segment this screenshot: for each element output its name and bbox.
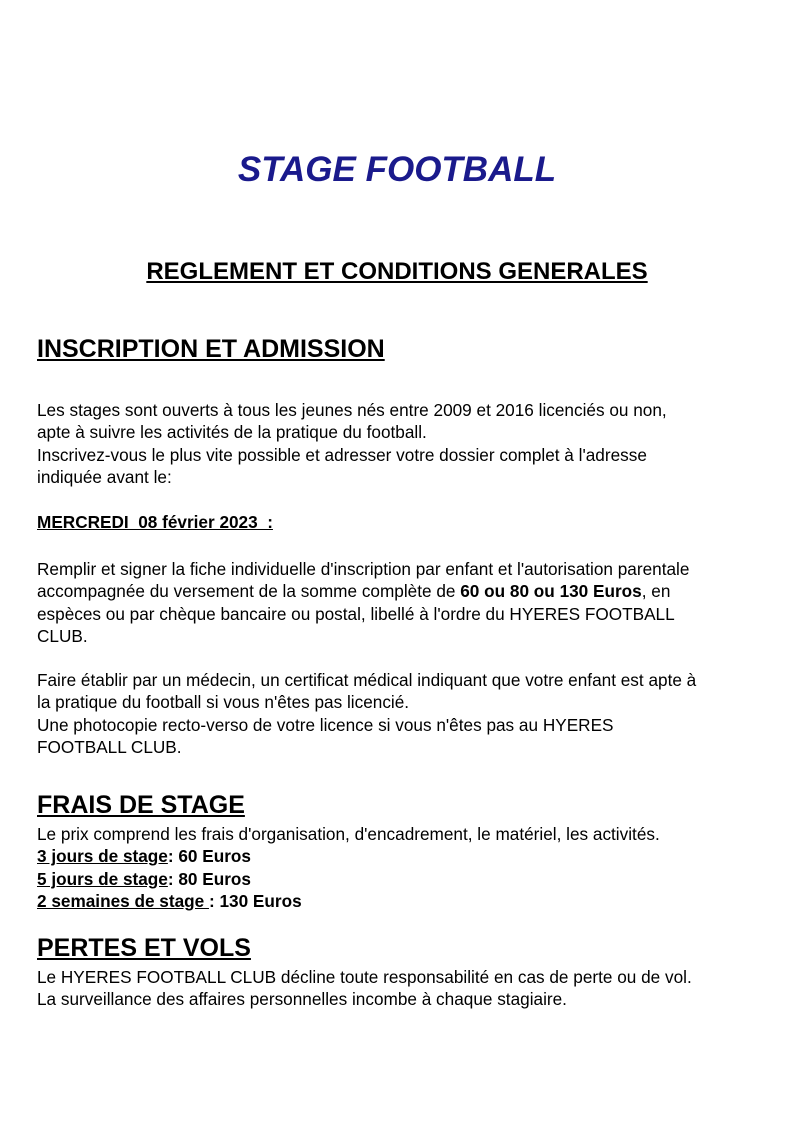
price-row xyxy=(37,890,762,912)
inscription-paragraph-2 xyxy=(37,558,762,647)
price-value: 130 Euros xyxy=(219,890,302,911)
text-line: FOOTBALL CLUB. xyxy=(37,736,182,757)
text-line: Une photocopie recto-verso de votre licence si vous n'êtes pas au HYERES xyxy=(37,714,614,735)
text-line: espèces ou par chèque bancaire ou postal, libellé à l'ordre du HYERES FOOTBALL xyxy=(37,603,675,624)
price-separator: : xyxy=(167,868,179,889)
text-segment: , en xyxy=(641,581,671,602)
price-separator: : xyxy=(208,890,220,911)
text-line: la pratique du football si vous n'êtes pas licencié. xyxy=(37,692,410,713)
section-heading-inscription: INSCRIPTION ET ADMISSION xyxy=(37,335,385,363)
price-value: 80 Euros xyxy=(178,868,251,889)
inscription-paragraph-1 xyxy=(37,399,762,488)
text-line: La surveillance des affaires personnelles incombe à chaque stagiaire. xyxy=(37,989,567,1010)
price-row xyxy=(37,845,762,867)
text-line: Inscrivez-vous le plus vite possible et adresser votre dossier complet à l'adresse xyxy=(37,444,647,465)
text-line: CLUB. xyxy=(37,625,88,646)
text-line: indiquée avant le: xyxy=(37,466,172,487)
pertes-section xyxy=(37,966,762,1011)
section-heading-pertes: PERTES ET VOLS xyxy=(37,934,251,962)
text-line xyxy=(37,580,762,602)
price-row xyxy=(37,868,762,890)
page-subtitle: REGLEMENT ET CONDITIONS GENERALES xyxy=(146,258,648,285)
text-line: Faire établir par un médecin, un certificat médical indiquant que votre enfant est apte à xyxy=(37,670,697,690)
price-value: 60 Euros xyxy=(178,846,251,867)
page-title: STAGE FOOTBALL xyxy=(237,150,557,189)
registration-deadline: MERCREDI 08 février 2023 : xyxy=(37,512,273,532)
text-segment: accompagnée du versement de la somme complète de xyxy=(37,581,461,602)
price-separator: : xyxy=(167,846,179,867)
inscription-paragraph-3 xyxy=(37,669,762,758)
frais-intro: Le prix comprend les frais d'organisation, d'encadrement, le matériel, les activités. xyxy=(37,824,660,844)
section-heading-frais: FRAIS DE STAGE xyxy=(37,791,245,819)
text-line: Remplir et signer la fiche individuelle d'inscription par enfant et l'autorisation parentale xyxy=(37,559,690,579)
frais-section xyxy=(37,823,762,912)
price-label: 5 jours de stage xyxy=(37,868,168,889)
price-label: 2 semaines de stage xyxy=(37,890,209,911)
text-line: Les stages sont ouverts à tous les jeunes nés entre 2009 et 2016 licenciés ou non, xyxy=(37,400,667,420)
price-label: 3 jours de stage xyxy=(37,846,168,867)
text-line: apte à suivre les activités de la pratique du football. xyxy=(37,422,427,443)
text-line: Le HYERES FOOTBALL CLUB décline toute responsabilité en cas de perte ou de vol. xyxy=(37,967,692,987)
price-options: 60 ou 80 ou 130 Euros xyxy=(460,581,642,602)
